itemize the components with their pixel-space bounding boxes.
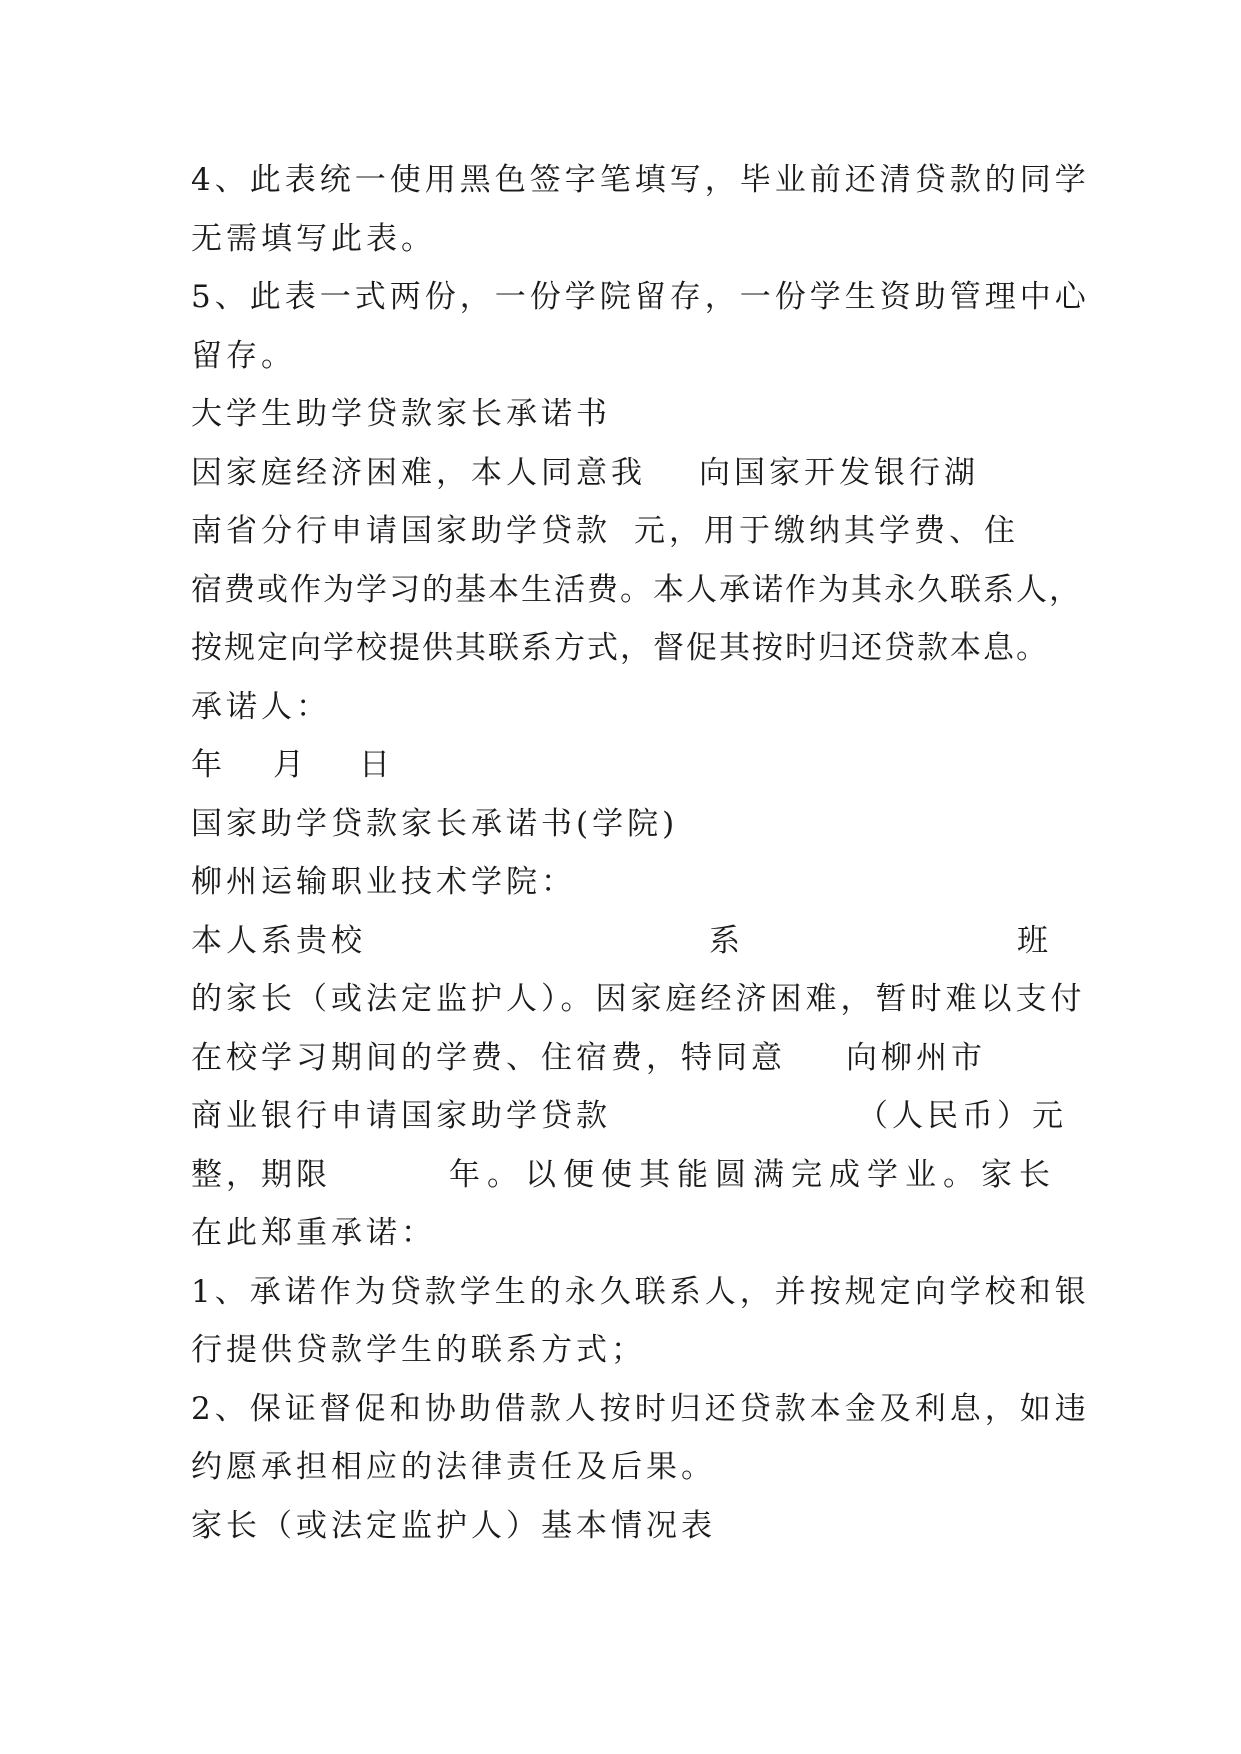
section-title-college: 国家助学贷款家长承诺书(学院)	[191, 805, 679, 842]
text-line-4: 留存。	[191, 337, 296, 374]
text-line-15: 的家长（或法定监护人）。因家庭经济困难，暂时难以支付	[191, 981, 1086, 1017]
text-line-14: 本人系贵校 系 班	[191, 922, 1052, 959]
section-title-student-loan: 大学生助学贷款家长承诺书	[191, 396, 611, 432]
signature-label: 承诺人：	[191, 688, 331, 725]
pledge-item-1: 1、承诺作为贷款学生的永久联系人，并按规定向学校和银	[191, 1273, 1090, 1310]
text-line-1: 4、此表统一使用黑色签字笔填写，毕业前还清贷款的同学	[191, 162, 1090, 198]
addressee: 柳州运输职业技术学院：	[191, 864, 576, 900]
text-line-9: 按规定向学校提供其联系方式，督促其按时归还贷款本息。	[191, 630, 1049, 666]
text-line-3: 5、此表一式两份，一份学院留存，一份学生资助管理中心	[191, 279, 1090, 315]
table-title: 家长（或法定监护人）基本情况表	[191, 1507, 716, 1544]
document-page	[191, 160, 1090, 1564]
text-line-16: 在校学习期间的学费、住宿费，特同意 向柳州市	[191, 1039, 986, 1076]
text-line-8: 宿费或作为学习的基本生活费。本人承诺作为其永久联系人，	[191, 571, 1082, 608]
text-line-7: 南省分行申请国家助学贷款 元，用于缴纳其学费、住	[191, 513, 1019, 549]
text-line-17: 商业银行申请国家助学贷款 （人民币）元	[191, 1098, 1067, 1134]
text-line-23: 约愿承担相应的法律责任及后果。	[191, 1449, 716, 1485]
text-line-2: 无需填写此表。	[191, 220, 436, 257]
text-line-6: 因家庭经济困难，本人同意我 向国家开发银行湖	[191, 454, 979, 491]
text-line-21: 行提供贷款学生的联系方式；	[191, 1332, 646, 1368]
text-line-19: 在此郑重承诺：	[191, 1215, 436, 1251]
text-line-18: 整，期限 年。以便使其能圆满完成学业。家长	[191, 1156, 1057, 1193]
date-line: 年 月 日	[191, 747, 394, 783]
pledge-item-2: 2、保证督促和协助借款人按时归还贷款本金及利息，如违	[191, 1390, 1090, 1427]
